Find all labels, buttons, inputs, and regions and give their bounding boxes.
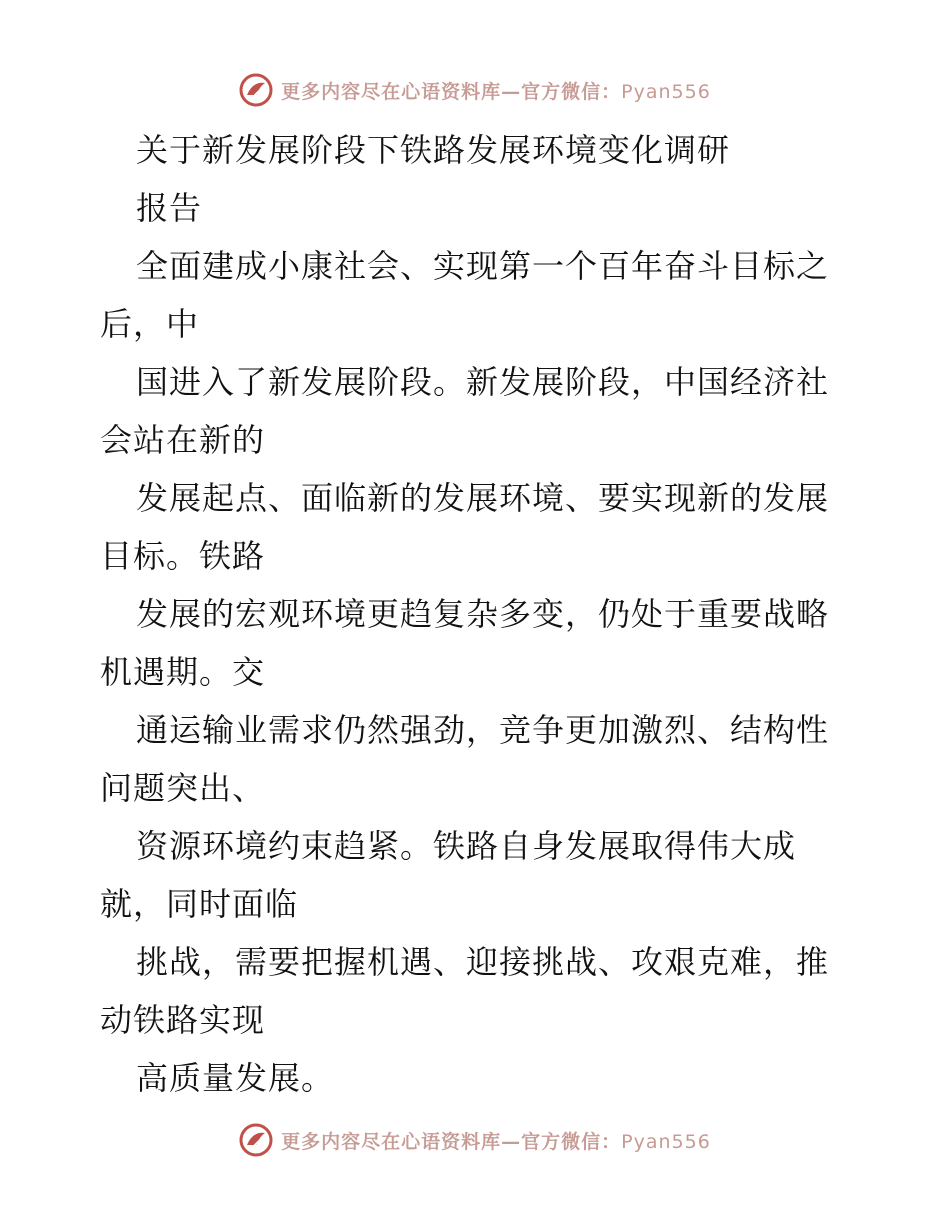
document-title-line-2: 报告 — [136, 189, 203, 227]
paragraph-line: 发展起点、面临新的发展环境、要实现新的发展 — [136, 479, 830, 517]
brand-logo-icon — [239, 1123, 273, 1157]
paragraph-line: 动铁路实现 — [100, 1001, 266, 1039]
watermark-wechat-id: Pyan556 — [621, 1130, 711, 1153]
header-watermark — [0, 72, 950, 108]
paragraph-line: 后，中 — [100, 305, 200, 343]
paragraph-line: 高质量发展。 — [136, 1059, 335, 1097]
paragraph-line: 问题突出、 — [100, 769, 266, 807]
paragraph-line: 机遇期。交 — [100, 653, 266, 691]
paragraph-line: 就，同时面临 — [100, 885, 299, 923]
paragraph-line: 国进入了新发展阶段。新发展阶段，中国经济社 — [136, 363, 830, 401]
paragraph-line: 会站在新的 — [100, 421, 266, 459]
document-title-line-1: 关于新发展阶段下铁路发展环境变化调研 — [136, 131, 731, 169]
watermark-wechat-id: Pyan556 — [621, 80, 711, 103]
paragraph-line: 发展的宏观环境更趋复杂多变，仍处于重要战略 — [136, 595, 830, 633]
footer-watermark — [0, 1122, 950, 1158]
paragraph-line: 全面建成小康社会、实现第一个百年奋斗目标之 — [136, 247, 830, 285]
watermark-text: 更多内容尽在心语资料库—官方微信： — [281, 80, 622, 103]
paragraph-line: 通运输业需求仍然强劲，竞争更加激烈、结构性 — [136, 711, 830, 749]
paragraph-line: 挑战，需要把握机遇、迎接挑战、攻艰克难，推 — [136, 943, 830, 981]
watermark-text: 更多内容尽在心语资料库—官方微信： — [281, 1130, 622, 1153]
paragraph-line: 资源环境约束趋紧。铁路自身发展取得伟大成 — [136, 827, 797, 865]
paragraph-line: 目标。铁路 — [100, 537, 266, 575]
brand-logo-icon — [239, 73, 273, 107]
